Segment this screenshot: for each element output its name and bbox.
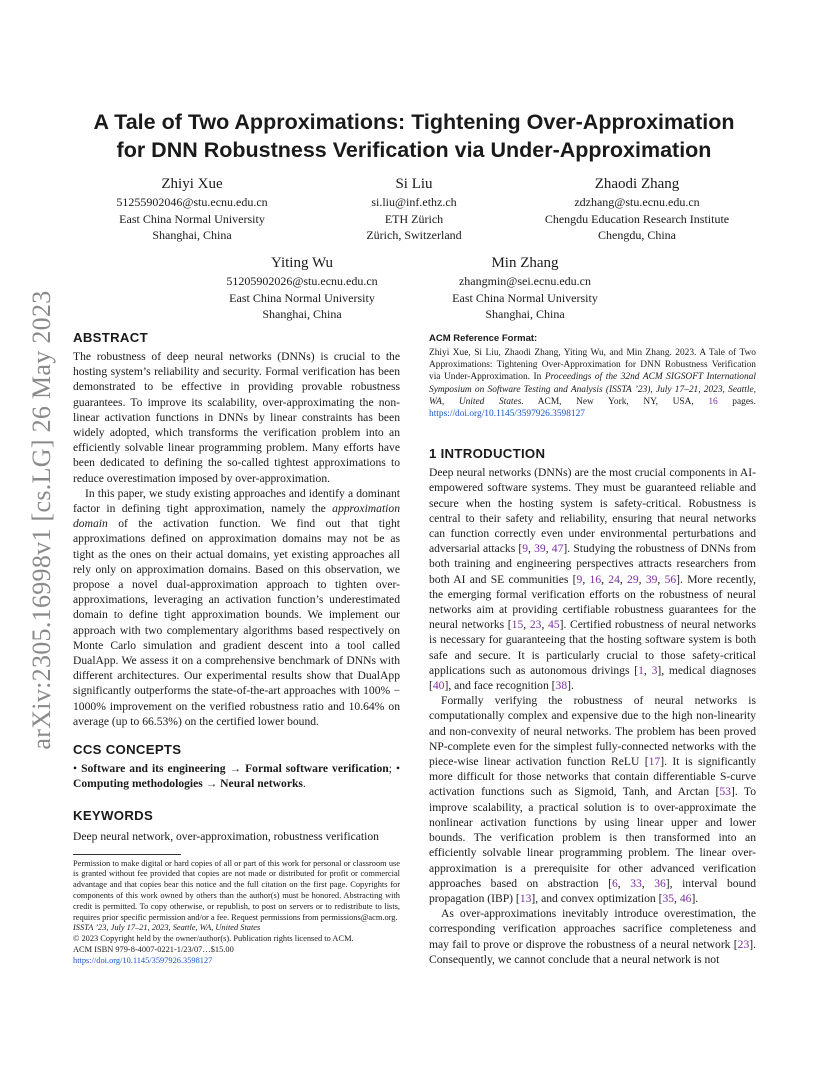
intro-text: , [541, 618, 549, 632]
author-block [527, 174, 747, 244]
intro-text: , [619, 572, 628, 586]
author-block [425, 253, 625, 323]
citation-link[interactable]: 1 [638, 663, 644, 677]
author-location: Zürich, Switzerland [366, 228, 462, 242]
citation-link[interactable]: 13 [519, 891, 532, 905]
ccs-bullet: • [395, 762, 400, 776]
intro-text: , [523, 618, 530, 632]
abstract-paragraph: The robustness of deep neural networks (DNNs) is crucial to the hosting system’s reliability and security. Formal verification has been demonstrated to be effective in providing provable robustness guarantees. To improve its scalability, over-approximating the non-linear activation functions in DNNs by linear constraints has been widely adopted, which transforms the verification problem into an efficiently solvable linear programming problem. Many efforts have been dedicated to defining the so-called tightest approximations to reduce overestimation imposed by over-approximation. [73, 350, 400, 485]
citation-link[interactable]: 16 [589, 572, 602, 586]
author-location: Chengdu, China [598, 228, 676, 242]
citation-link[interactable]: 29 [627, 572, 639, 586]
citation-link[interactable]: 17 [648, 755, 661, 769]
acm-ref-text: Zhiyi Xue, Si Liu, Zhaodi Zhang, Yiting Wu, and Min Zhang. 2023. A Tale of Two Approximations: Tightening Over-Approximation for DNN Robustness Verification via Under-Approximation. In [429, 348, 756, 383]
intro-text: , [545, 542, 552, 556]
author-email[interactable]: zdzhang@stu.ecnu.edu.cn [574, 195, 700, 209]
intro-text: ]. Studying the robustness of DNNs from both training and engineering perspectives attracts researchers from both AI and SE communities [ [429, 542, 757, 586]
intro-paragraph-2 [429, 693, 756, 906]
intro-text: , [674, 891, 680, 905]
ccs-concept: Software and its engineering → Formal software verification [81, 762, 389, 776]
acm-ref-pages-link[interactable]: 16 [708, 396, 718, 407]
citation-link[interactable]: 39 [534, 542, 546, 556]
citation-link[interactable]: 23 [529, 618, 542, 632]
author-location: Shanghai, China [262, 307, 342, 321]
intro-text: , [528, 542, 535, 556]
left-column [73, 330, 400, 967]
ccs-concept: Computing methodologies → Neural networks [73, 777, 303, 791]
author-affiliation: East China Normal University [119, 211, 265, 226]
arxiv-stamp-text: arXiv:2305.16998v1 [cs.LG] 26 May 2023 [27, 290, 56, 750]
doi-link[interactable]: https://doi.org/10.1145/3597926.3598127 [73, 955, 213, 965]
intro-paragraph-3 [429, 906, 756, 967]
venue-text: ISSTA ’23, July 17–21, 2023, Seattle, WA, United States [73, 923, 261, 933]
abstract-heading: ABSTRACT [73, 330, 148, 345]
intro-text: ]. To improve scalability, a practical solution is to over-approximate the nonlinear activation functions by using linear upper and lower bounds. The verification problem is then transformed into an efficiently solvable linear programming problem. The linear over-approximation is a prerequisite for other advanced verification approaches based on abstraction [ [429, 785, 756, 890]
permission-notice: Permission to make digital or hard copies of all or part of this work for personal or classroom use is granted without fee provided that copies are not made or distributed for profit or commercial advantage and that copies bear this notice and the full citation on the first page. Copyrights for components of this work owned by others than the author(s) must be honored. Abstracting with credit is permitted. To copy otherwise, or republish, to post on servers or to redistribute to lists, requires prior specific permission and/or a fee. Request permissions from permissions@acm.org. [73, 858, 400, 922]
citation-link[interactable]: 39 [645, 572, 658, 586]
arxiv-stamp [22, 270, 62, 770]
abstract-emphasis: approximation domain [73, 502, 400, 531]
author-location: Shanghai, China [485, 307, 565, 321]
isbn-line: ACM ISBN 979-8-4007-0221-1/23/07…$15.00 [73, 945, 234, 955]
author-name: Yiting Wu [270, 255, 334, 271]
intro-text: ]. It is significantly more difficult for those networks that contain differentiable S-curve activation functions such as Sigmoid, Tanh, and Arctan [ [429, 755, 756, 799]
citation-link[interactable]: 47 [551, 542, 564, 556]
intro-text: , [638, 572, 646, 586]
citation-link[interactable]: 15 [511, 618, 524, 632]
ccs-end: . [302, 777, 306, 791]
intro-text: Deep neural networks (DNNs) are the most crucial components in AI-empowered software systems. They must be guaranteed reliable and secure when the hosting system is safety-critical. Robustness is central to their safety and reliability, ensuring that neural networks can function correctly even under environmental perturbations and adversarial attacks [ [429, 466, 756, 556]
footnote-divider [73, 854, 181, 855]
intro-text: ]. Consequently, we cannot conclude that a neural network is not [429, 937, 756, 966]
author-affiliation: East China Normal University [452, 290, 598, 305]
author-name: Min Zhang [491, 255, 559, 271]
abstract-paragraph [73, 486, 400, 729]
intro-text: , [582, 572, 590, 586]
author-block [202, 253, 402, 323]
intro-text: ]. [691, 891, 699, 905]
intro-text: ], and face recognition [ [444, 679, 556, 693]
author-name: Zhaodi Zhang [594, 176, 680, 192]
author-email[interactable]: 51255902046@stu.ecnu.edu.cn [116, 195, 268, 209]
author-affiliation: Chengdu Education Research Institute [544, 211, 730, 226]
citation-link[interactable]: 56 [664, 572, 677, 586]
venue-line [73, 923, 400, 934]
author-name: Zhiyi Xue [161, 176, 223, 192]
intro-text: ], and convex optimization [ [531, 891, 663, 905]
citation-link[interactable]: 45 [548, 618, 560, 632]
citation-link[interactable]: 46 [679, 891, 692, 905]
abstract-text: of the activation function. We find out that tight approximations defined on approximation domains may not be as tight as the ones on their actual domains, yet existing approaches all rely only on approximation domains. Based on this observation, we propose a novel dual-approximation approach to tighten over-approximations, leveraging an activation function’s underestimated domain to define tight approximation bounds. We implement our approach with two complementary algorithms based respectively on Monte Carlo simulation and gradient descent into a tool called DualApp. We assess it on a comprehensive benchmark of DNNs with different architectures. Our experimental results show that DualApp significantly outperforms the state-of-the-art approaches with 100% − 1000% improvement on the verified robustness ratio and 10.64% on average (up to 66.53%) on the certified lower bound. [73, 517, 400, 728]
citation-link[interactable]: 9 [576, 572, 583, 586]
keywords-text: Deep neural network, over-approximation, robustness verification [73, 830, 379, 844]
citation-link[interactable]: 35 [662, 891, 675, 905]
author-email[interactable]: 51205902026@stu.ecnu.edu.cn [226, 274, 378, 288]
title-line-2: for DNN Robustness Verification via Under-Approximation [116, 138, 712, 162]
acm-ref-text: ACM, New York, NY, USA, [523, 396, 709, 407]
abstract-text: In this paper, we study existing approaches and identify a dominant factor in defining tight approximation, namely the [73, 486, 400, 516]
intro-text: , [643, 663, 652, 677]
citation-link[interactable]: 24 [608, 572, 620, 586]
acm-ref-text: pages. [717, 396, 756, 407]
intro-text: ]. Certified robustness of neural networks is necessary for guaranteeing that the hosting software system is both safe and secure. It is particularly crucial to those safety-critical applications such as autonomous drivings [ [429, 618, 757, 677]
author-email[interactable]: zhangmin@sei.ecnu.edu.cn [458, 274, 591, 288]
intro-text: , [617, 876, 631, 890]
intro-text: , [641, 876, 655, 890]
citation-link[interactable]: 3 [651, 663, 658, 677]
intro-text: ], interval bound propagation (IBP) [ [429, 876, 756, 905]
acm-reference-text [429, 347, 756, 420]
intro-text: ], medical diagnoses [ [429, 663, 756, 693]
acm-ref-proceedings: Proceedings of the 32nd ACM SIGSOFT International Symposium on Software Testing and Analysis (ISSTA ’23), July 17–21, 2023, Seattle, WA, United States. [429, 372, 756, 407]
author-location: Shanghai, China [152, 228, 232, 242]
introduction-heading: 1 INTRODUCTION [429, 446, 546, 462]
citation-link[interactable]: 38 [555, 679, 568, 693]
acm-reference-heading: ACM Reference Format: [429, 333, 538, 344]
citation-link[interactable]: 36 [654, 876, 666, 890]
intro-text: , [601, 572, 609, 586]
ccs-separator: ; [388, 762, 396, 776]
ccs-text [73, 761, 400, 791]
title-line-1: A Tale of Two Approximations: Tightening Over-Approximation [93, 110, 735, 134]
author-block [334, 174, 494, 244]
intro-paragraph-1 [429, 465, 756, 693]
intro-text: Formally verifying the robustness of neural networks is computationally complex and expensive due to the high non-linearity and non-convexity of neural networks. The problem has been proved NP-complete even for the simplest fully-connected networks with the piece-wise linear activation function ReLU [ [429, 694, 756, 769]
ccs-heading: CCS CONCEPTS [73, 742, 182, 758]
citation-link[interactable]: 6 [611, 876, 618, 890]
intro-text: , [657, 572, 665, 586]
citation-link[interactable]: 23 [737, 937, 750, 951]
author-affiliation: East China Normal University [229, 290, 375, 305]
ccs-bullet: • [73, 762, 82, 776]
citation-link[interactable]: 9 [522, 542, 529, 556]
acm-ref-doi-link[interactable]: https://doi.org/10.1145/3597926.3598127 [429, 409, 585, 420]
author-name: Si Liu [395, 176, 433, 192]
paper-title [60, 108, 768, 164]
intro-text: ]. More recently, the emerging formal verification efforts on the robustness of neural networks aim at providing certifiable robustness guarantees for the neural networks [ [429, 572, 757, 632]
citation-link[interactable]: 40 [432, 679, 445, 693]
author-block [92, 174, 292, 244]
intro-text: As over-approximations inevitably introduce overestimation, the corresponding verification approaches sacrifice completeness and may fail to prove or disprove the robustness of a neural network [ [429, 907, 756, 951]
author-email[interactable]: si.liu@inf.ethz.ch [371, 195, 457, 209]
citation-link[interactable]: 33 [630, 876, 642, 890]
right-column [429, 333, 756, 967]
author-affiliation: ETH Zürich [384, 211, 444, 226]
copyright-line: © 2023 Copyright held by the owner/author(s). Publication rights licensed to ACM. [73, 934, 354, 944]
keywords-heading: KEYWORDS [73, 808, 154, 824]
intro-text: ]. [567, 679, 574, 693]
citation-link[interactable]: 53 [719, 785, 731, 799]
